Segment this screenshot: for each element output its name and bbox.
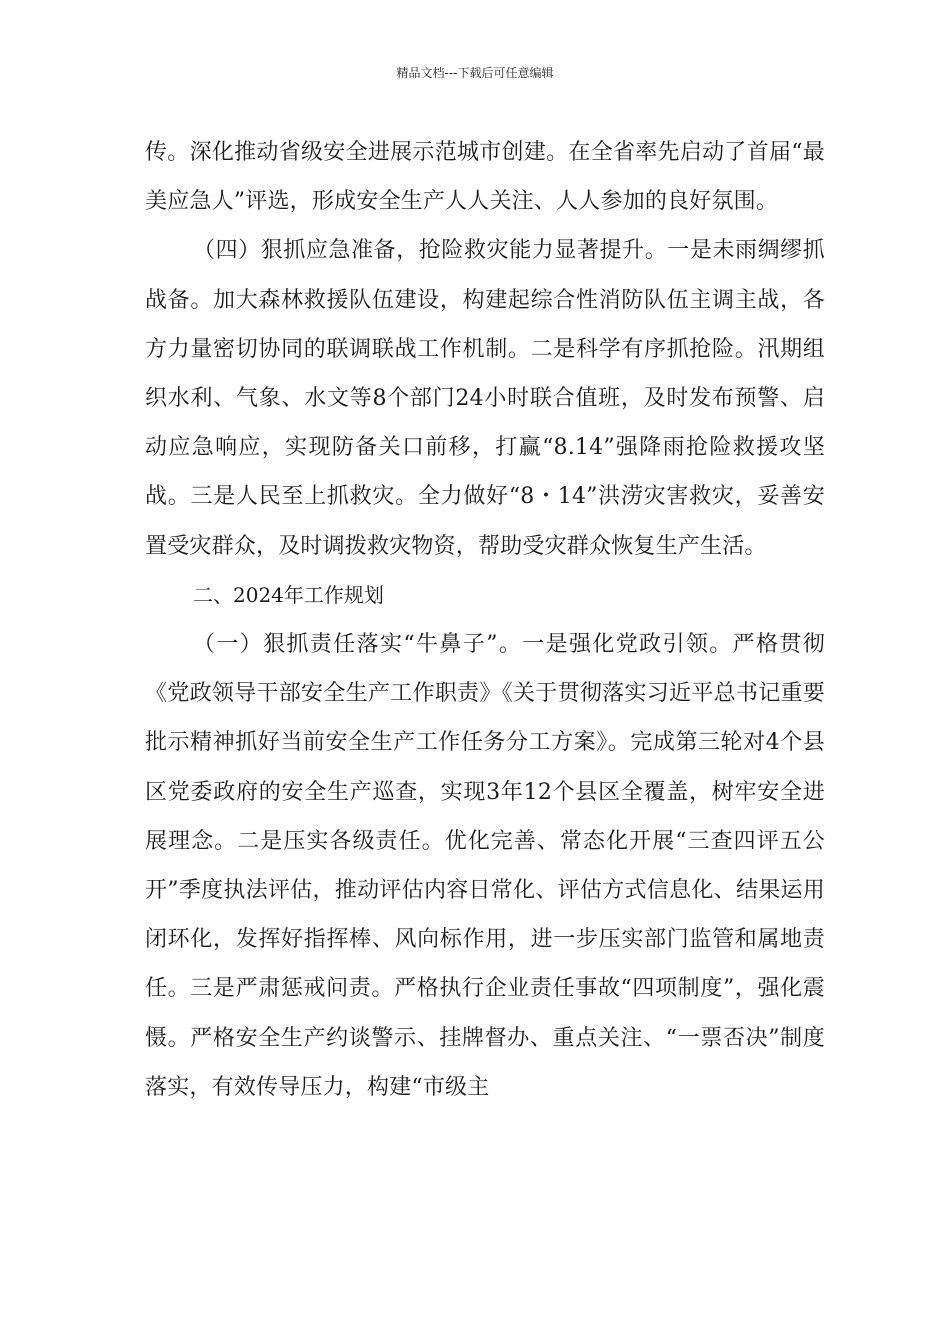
paragraph-plan-1: （一）狠抓责任落实“牛鼻子”。一是强化党政引领。严格贯彻《党政领导干部安全生产工作职责》《关于贯彻落实习近平总书记重要批示精神抓好当前安全生产工作任务分工方案》。完成第三轮对4个县区党委政府的安全生产巡查，实现3年12个县区全覆盖，树牢安全进展理念。二是压实各级责任。优化完善、常态化开展“三查四评五公开”季度执法评估，推动评估内容日常化、评估方式信息化、结果运用闭环化，发挥好指挥棒、风向标作用，进一步压实部门监管和属地责任。三是严肃惩戒问责。严格执行企业责任事故“四项制度”，强化震慑。严格安全生产约谈警示、挂牌督办、重点关注、“一票否决”制度落实，有效传导压力，构建“市级主: [145, 632, 825, 1100]
page-header: 精品文档---下载后可任意编辑: [396, 66, 554, 80]
section-heading-plan: 二、2024年工作规划: [193, 582, 384, 607]
document-body: [145, 128, 825, 1112]
paragraph-continuation: 传。深化推动省级安全进展示范城市创建。在全省率先启动了首届“最美应急人”评选，形成安全生产人人关注、人人参加的良好氛围。: [145, 140, 825, 215]
paragraph-section-4: （四）狠抓应急准备，抢险救灾能力显著提升。一是未雨绸缪抓战备。加大森林救援队伍建设，构建起综合性消防队伍主调主战，各方力量密切协同的联调联战工作机制。二是科学有序抓抢险。汛期组织水利、气象、水文等8个部门24小时联合值班，及时发布预警、启动应急响应，实现防备关口前移，打赢“8.14”强降雨抢险救援攻坚战。三是人民至上抓救灾。全力做好“8・14”洪涝灾害救灾，妥善安置受灾群众，及时调拨救灾物资，帮助受灾群众恢复生产生活。: [145, 238, 825, 559]
